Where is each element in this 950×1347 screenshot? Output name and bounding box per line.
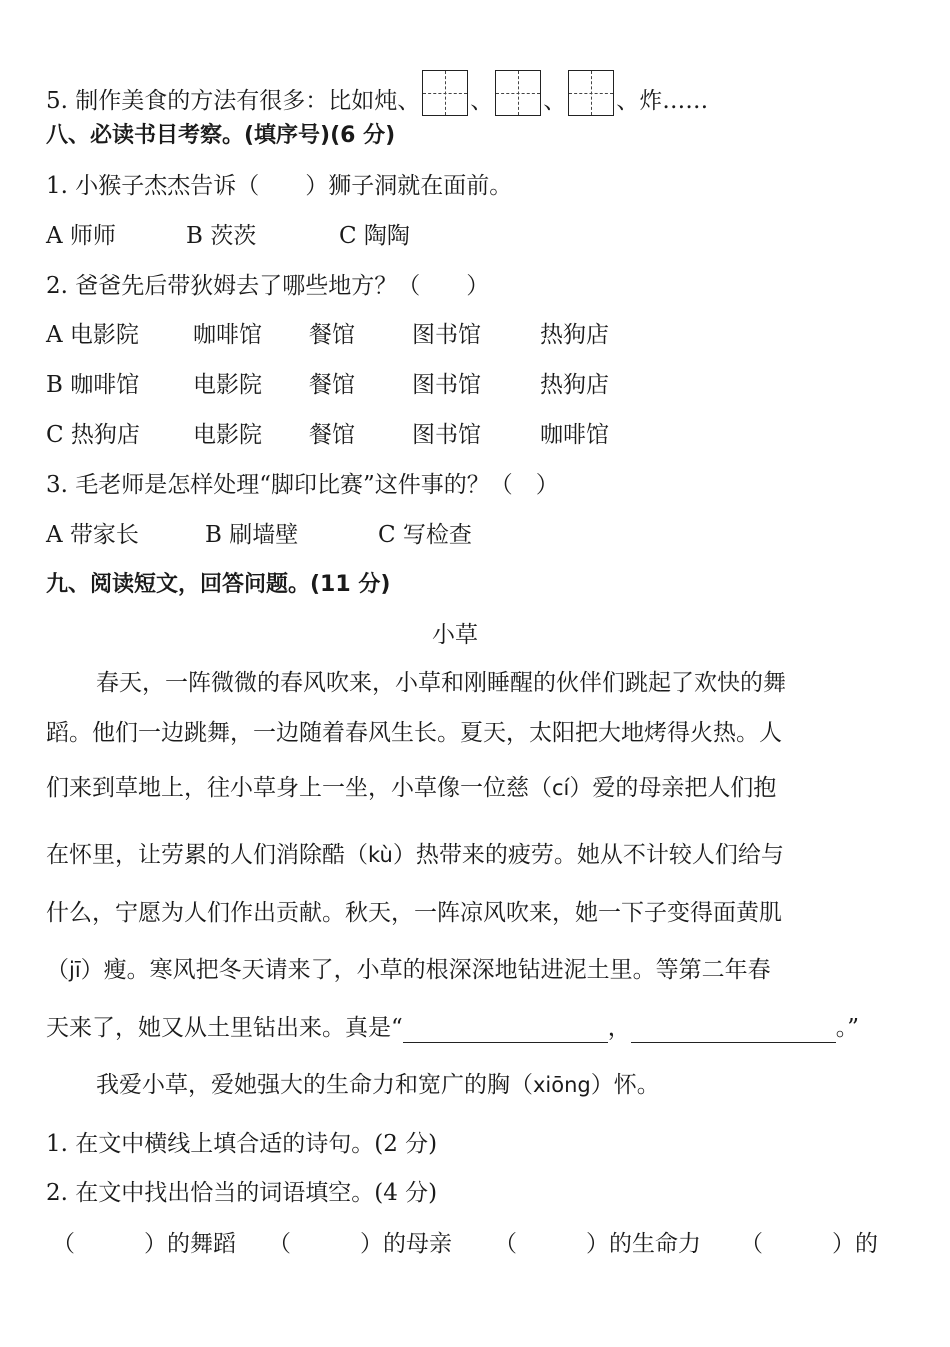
- s8-q2-row-b-item[interactable]: B 咖啡馆: [46, 372, 140, 398]
- s8-q1-stem: 1. 小猴子杰杰告诉（ ）狮子洞就在面前。: [46, 173, 513, 199]
- s8-q2-row-a-item[interactable]: A 电影院: [46, 322, 139, 348]
- s8-q3-option-c[interactable]: C 写检查: [378, 522, 472, 548]
- q5-separator-1: 、: [470, 88, 494, 114]
- s9-q2: 2. 在文中找出恰当的词语填空。(4 分): [46, 1180, 438, 1206]
- question-5: [46, 70, 708, 116]
- pinyin-annotation: kù: [368, 843, 393, 867]
- s8-q1-option-c[interactable]: C 陶陶: [339, 223, 410, 249]
- s8-q3-stem: 3. 毛老师是怎样处理“脚印比赛”这件事的？（ ）: [46, 472, 559, 498]
- passage-line-7: [46, 1013, 868, 1043]
- s8-q2-row-b-item: 热狗店: [540, 372, 609, 398]
- passage-line-5: 什么，宁愿为人们作出贡献。秋天，一阵凉风吹来，她一下子变得面黄肌: [46, 900, 782, 926]
- passage-text: （: [46, 957, 69, 983]
- passage-text: 们来到草地上，往小草身上一坐，小草像一位慈（: [46, 775, 552, 801]
- passage-text: ）热带来的疲劳。她从不计较人们给与: [392, 842, 784, 868]
- q5-separator-2: 、: [543, 88, 567, 114]
- passage-line-4: [46, 840, 868, 870]
- s8-q2-row-a-item: 热狗店: [540, 322, 609, 348]
- passage-text: 我爱小草，爱她强大的生命力和宽广的胸（: [96, 1072, 533, 1098]
- passage-text: 在怀里，让劳累的人们消除酷（: [46, 842, 368, 868]
- tianzige-box-3[interactable]: [568, 70, 614, 116]
- poem-blank-1[interactable]: [403, 1018, 608, 1043]
- q5-prefix: 5. 制作美食的方法有很多：比如炖、: [46, 88, 421, 114]
- s8-q3-option-b[interactable]: B 刷墙壁: [205, 522, 299, 548]
- tianzige-box-1[interactable]: [422, 70, 468, 116]
- passage-text: 天来了，她又从土里钻出来。真是“: [46, 1015, 403, 1041]
- passage-line-3: [46, 773, 868, 803]
- s9-q1: 1. 在文中横线上填合适的诗句。(2 分): [46, 1131, 438, 1157]
- s8-q1-option-a[interactable]: A 师师: [46, 223, 116, 249]
- passage-line-6: [46, 955, 868, 985]
- passage-line-1: 春天，一阵微微的春风吹来，小草和刚睡醒的伙伴们跳起了欢快的舞: [96, 670, 786, 696]
- fill-blank-mother[interactable]: （ ）的母亲: [268, 1231, 452, 1257]
- s8-q2-row-b-item: 图书馆: [412, 372, 481, 398]
- s8-q2-row-c-item: 咖啡馆: [540, 422, 609, 448]
- passage-line-2: 蹈。他们一边跳舞，一边随着春风生长。夏天，太阳把大地烤得火热。人: [46, 720, 782, 746]
- passage-line-8: [96, 1070, 868, 1100]
- s8-q2-row-b-item: 餐馆: [309, 372, 355, 398]
- tianzige-box-2[interactable]: [495, 70, 541, 116]
- q5-suffix: 、炸……: [616, 88, 709, 114]
- pinyin-annotation: cí: [552, 776, 570, 800]
- s8-q2-row-c-item: 餐馆: [309, 422, 355, 448]
- fill-blank-vitality[interactable]: （ ）的生命力: [494, 1231, 701, 1257]
- s8-q2-stem: 2. 爸爸先后带狄姆去了哪些地方？（ ）: [46, 273, 490, 299]
- poem-blank-2[interactable]: [631, 1018, 836, 1043]
- section-9-heading: 九、阅读短文，回答问题。(11 分): [46, 572, 391, 597]
- s8-q2-row-c-item: 电影院: [193, 422, 262, 448]
- s8-q2-row-a-item: 餐馆: [309, 322, 355, 348]
- fill-blank-last[interactable]: （ ）的: [740, 1231, 878, 1257]
- passage-text: ）瘦。寒风把冬天请来了，小草的根深深地钻进泥土里。等第二年春: [80, 957, 771, 983]
- s8-q2-row-a-item: 图书馆: [412, 322, 481, 348]
- s8-q3-option-a[interactable]: A 带家长: [46, 522, 139, 548]
- s8-q1-option-b[interactable]: B 茨茨: [186, 223, 257, 249]
- s8-q2-row-b-item: 电影院: [193, 372, 262, 398]
- s8-q2-row-a-item: 咖啡馆: [193, 322, 262, 348]
- passage-text: ，: [607, 1015, 631, 1041]
- section-8-heading: 八、必读书目考察。(填序号)(6 分): [46, 123, 396, 148]
- pinyin-annotation: xiōng: [533, 1073, 591, 1097]
- passage-title: 小草: [432, 622, 478, 648]
- fill-blank-dance[interactable]: （ ）的舞蹈: [52, 1231, 236, 1257]
- s8-q2-row-c-item[interactable]: C 热狗店: [46, 422, 140, 448]
- pinyin-annotation: jī: [69, 958, 81, 982]
- s8-q2-row-c-item: 图书馆: [412, 422, 481, 448]
- passage-text: ）爱的母亲把人们抱: [569, 775, 777, 801]
- passage-text: ）怀。: [590, 1072, 660, 1098]
- passage-text: 。”: [835, 1015, 860, 1041]
